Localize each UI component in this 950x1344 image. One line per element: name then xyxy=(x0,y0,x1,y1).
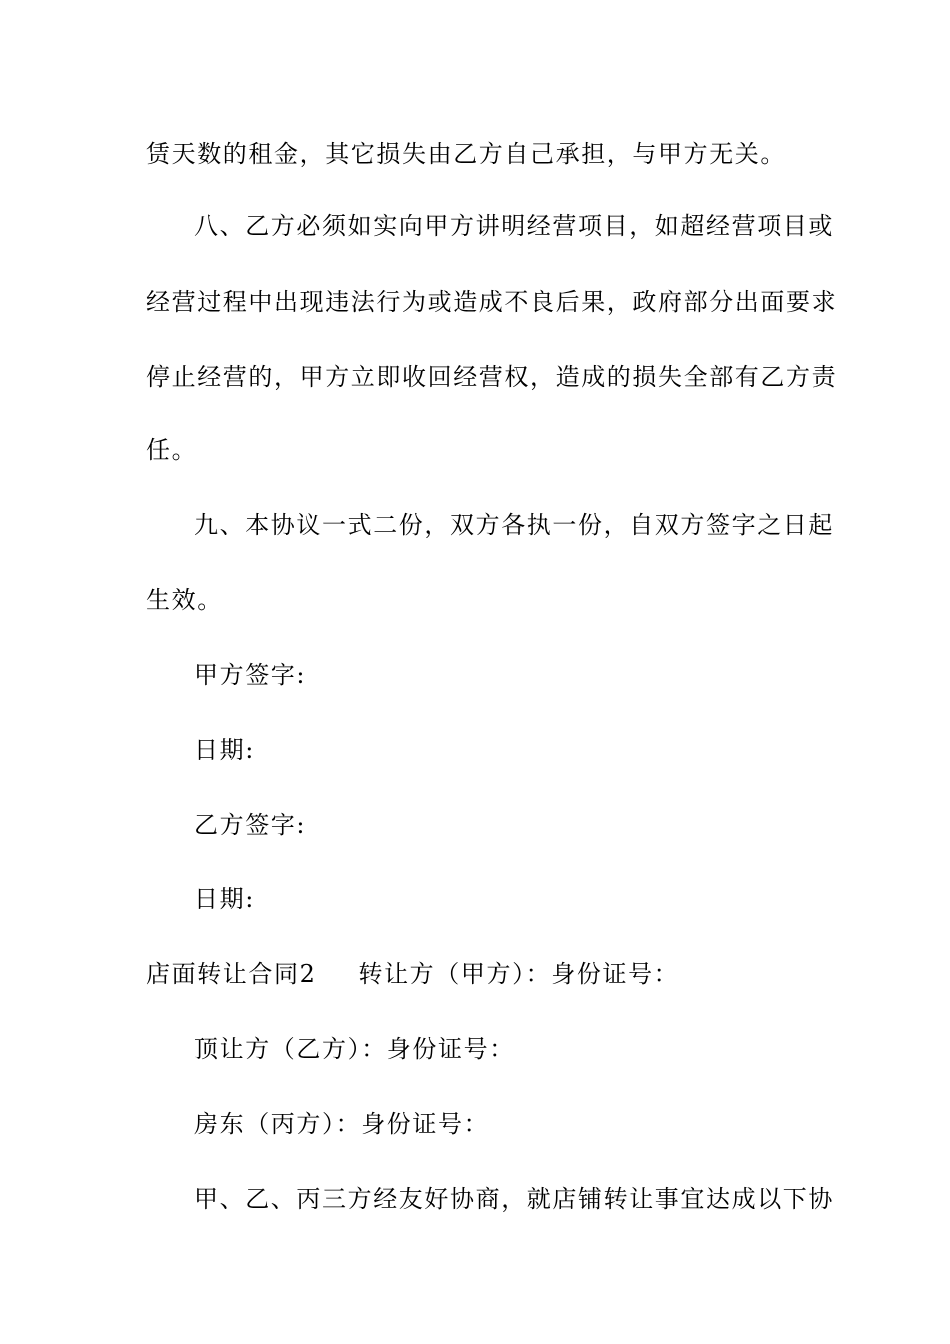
landlord-line: 房东（丙方）：身份证号： xyxy=(194,1110,490,1138)
paragraph-line: 甲、乙、丙三方经友好协商，就店铺转让事宜达成以下协 xyxy=(194,1185,834,1213)
contract-two-heading-line xyxy=(146,959,679,989)
paragraph-line: 停止经营的，甲方立即收回经营权，造成的损失全部有乙方责 xyxy=(146,363,838,391)
clause-nine-line: 九、本协议一式二份，双方各执一份，自双方签字之日起 xyxy=(194,511,834,539)
transferor-line: 转让方（甲方）：身份证号： xyxy=(358,960,680,988)
paragraph-line: 生效。 xyxy=(146,586,223,614)
paragraph-line: 任。 xyxy=(146,436,198,464)
date-label: 日期: xyxy=(194,736,255,764)
party-b-signature-label: 乙方签字: xyxy=(194,811,307,839)
party-a-signature-label: 甲方签字: xyxy=(194,661,307,689)
clause-eight-line: 八、乙方必须如实向甲方讲明经营项目，如超经营项目或 xyxy=(194,212,834,240)
date-label: 日期: xyxy=(194,885,255,913)
assignee-line: 顶让方（乙方）：身份证号： xyxy=(194,1035,515,1063)
paragraph-line: 经营过程中出现违法行为或造成不良后果，政府部分出面要求 xyxy=(146,288,838,316)
paragraph-line: 赁天数的租金，其它损失由乙方自己承担，与甲方无关。 xyxy=(146,140,786,168)
contract-two-title: 店面转让合同2 xyxy=(146,960,317,988)
